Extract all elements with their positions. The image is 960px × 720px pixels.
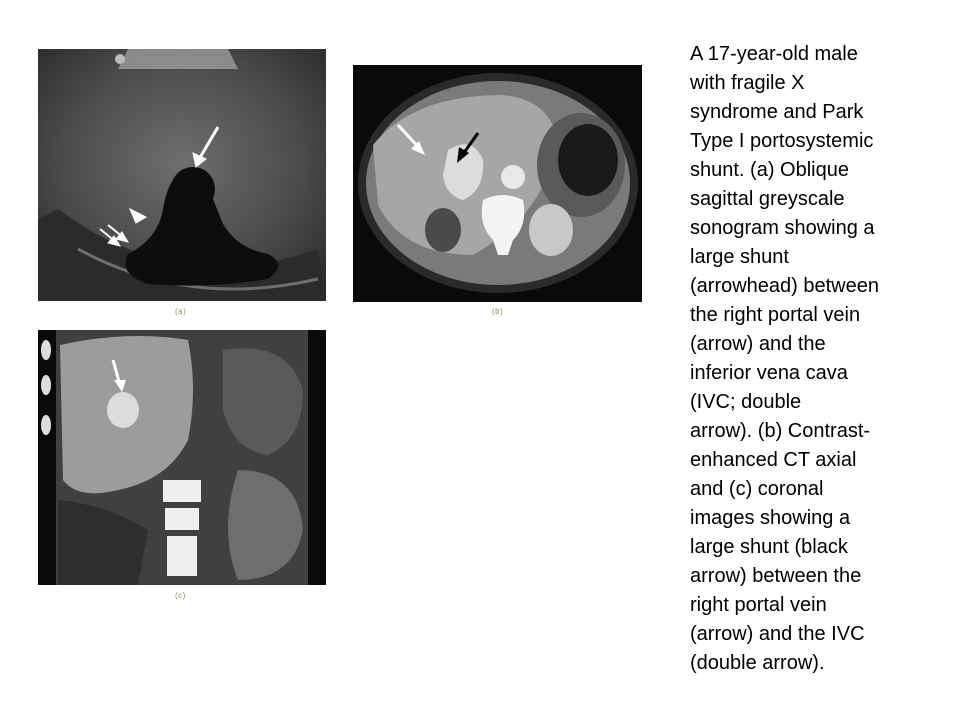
caption-line: (IVC; double	[690, 391, 802, 413]
ultrasound-image-a	[38, 49, 326, 301]
caption-line: sagittal greyscale	[690, 188, 845, 210]
caption-line: shunt. (a) Oblique	[690, 159, 849, 181]
figure-caption	[690, 40, 930, 678]
panel-label-c: (c)	[175, 591, 186, 600]
caption-line: arrow) between the	[690, 565, 862, 587]
caption-line: sonogram showing a	[690, 217, 875, 239]
caption-line: enhanced CT axial	[690, 449, 857, 471]
ct-coronal-image-c	[38, 330, 326, 585]
panel-label-b: (b)	[492, 307, 504, 316]
caption-line: (double arrow).	[690, 652, 825, 674]
caption-line: (arrow) and the IVC	[690, 623, 865, 645]
caption-line: and (c) coronal	[690, 478, 824, 500]
caption-line: (arrow) and the	[690, 333, 826, 355]
caption-line: inferior vena cava	[690, 362, 848, 384]
caption-line: with fragile X	[690, 72, 805, 94]
panel-label-a: (a)	[175, 307, 187, 316]
caption-line: the right portal vein	[690, 304, 861, 326]
caption-line: A 17-year-old male	[690, 43, 858, 65]
caption-line: syndrome and Park	[690, 101, 864, 123]
caption-line: arrow). (b) Contrast-	[690, 420, 871, 442]
caption-line: large shunt (black	[690, 536, 848, 558]
caption-line: right portal vein	[690, 594, 827, 616]
caption-line: (arrowhead) between	[690, 275, 879, 297]
caption-line: images showing a	[690, 507, 851, 529]
caption-line: Type I portosystemic	[690, 130, 874, 152]
caption-line: large shunt	[690, 246, 789, 268]
ct-axial-image-b	[353, 65, 642, 302]
